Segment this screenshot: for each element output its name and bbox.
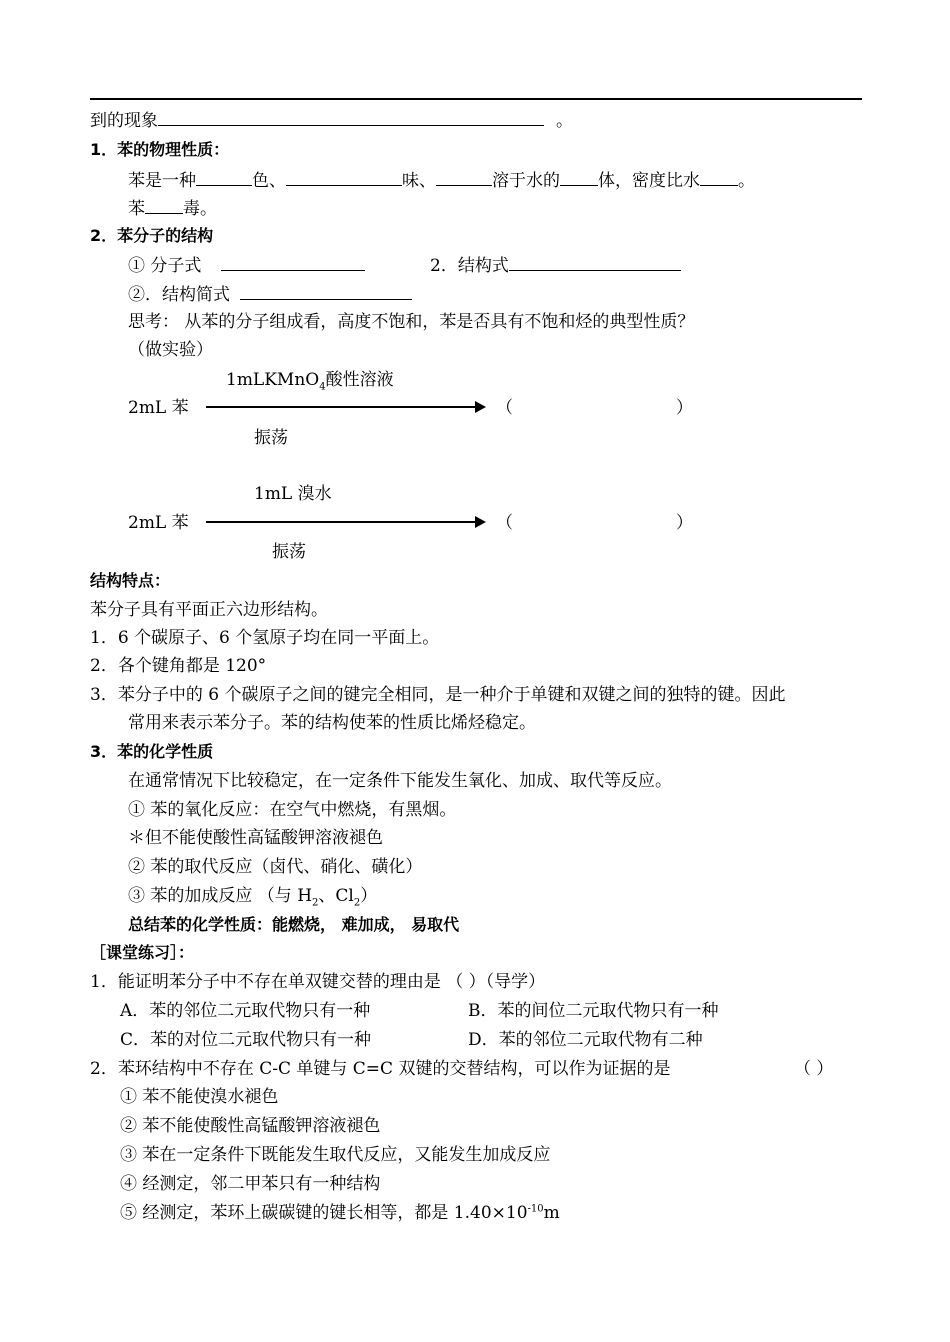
reaction-substitution: ② 苯的取代反应（卤代、硝化、磺化） [128,857,423,877]
q2-statement-4: ④ 经测定，邻二甲苯只有一种结构 [120,1174,381,1194]
feature-3b: 常用来表示苯分子。苯的结构使苯的性质比烯烃稳定。 [128,713,536,733]
feature-1: 1．6 个碳原子、6 个氢原子均在同一平面上。 [90,628,440,648]
structural-formula-line: 2．结构式 [430,255,681,276]
exp2-result-open: （ [496,513,513,533]
blank[interactable] [221,255,365,271]
chemical-summary: 总结苯的化学性质：能燃烧， 难加成， 易取代 [128,915,460,934]
question-2-answer: （ ） [794,1059,834,1079]
exp1-reagent: 1mLKMnO$_4$酸性溶液 [226,370,394,393]
blank[interactable] [700,170,738,186]
q2-statement-5: ⑤ 经测定，苯环上碳碳键的键长相等，都是 $1.40\times 10^{-10}m$ [120,1203,560,1223]
molecular-formula-line: ① 分子式 [128,255,365,276]
exp1-start: 2mL 苯 [128,398,189,418]
exp2-action: 振荡 [272,542,306,562]
physical-line-1: 苯是一种 色、 味、 溶于水的 体，密度比水 。 [128,171,755,191]
exp1-arrow [206,406,476,408]
practice-heading: ［课堂练习］： [90,943,195,962]
exp1-result-open: （ [496,398,513,418]
exp2-reagent: 1mL 溴水 [254,484,332,504]
q2-statement-2: ② 苯不能使酸性高锰酸钾溶液褪色 [120,1116,381,1136]
blank[interactable] [436,170,492,186]
physical-line-2: 苯 毒。 [128,199,217,219]
exp1-result-close: ） [676,398,693,418]
section-chemical-heading: 3．苯的化学性质 [90,742,214,761]
blank[interactable] [560,170,598,186]
q1-option-c: C．苯的对位二元取代物只有一种 [120,1030,372,1050]
simple-formula-line: ②．结构简式 [128,284,412,305]
features-intro: 苯分子具有平面正六边形结构。 [90,600,328,620]
q1-option-d: D．苯的邻位二元取代物有二种 [468,1030,703,1050]
chemical-intro: 在通常情况下比较稳定，在一定条件下能发生氧化、加成、取代等反应。 [128,771,672,791]
q2-statement-1: ① 苯不能使溴水褪色 [120,1087,279,1107]
question-2: 2．苯环结构中不存在 C-C 单键与 C=C 双键的交替结构，可以作为证据的是 [90,1059,671,1079]
q1-option-a: A．苯的邻位二元取代物只有一种 [120,1001,371,1021]
exp2-result-close: ） [676,513,693,533]
feature-3a: 3．苯分子中的 6 个碳原子之间的键完全相同，是一种介于单键和双键之间的独特的键。因此 [90,685,786,705]
blank[interactable] [509,255,681,271]
reaction-addition: ③ 苯的加成反应 （与 $H_2$、$Cl_2$） [128,886,378,909]
blank[interactable] [145,198,183,214]
reaction-oxidation-note: ＊但不能使酸性高锰酸钾溶液褪色 [128,828,383,848]
exp1-action: 振荡 [254,428,288,448]
reaction-oxidation: ① 苯的氧化反应：在空气中燃烧，有黑烟。 [128,800,457,820]
exp2-arrow [206,521,476,523]
blank[interactable] [158,110,544,126]
exp2-start: 2mL 苯 [128,513,189,533]
section-physical-heading: 1．苯的物理性质： [90,140,230,159]
blank[interactable] [196,170,252,186]
intro-line: 到的现象 。 [90,111,573,131]
think-line: 思考： 从苯的分子组成看，高度不饱和，苯是否具有不饱和烃的典型性质？ [128,312,695,332]
question-1: 1．能证明苯分子中不存在单双键交替的理由是 （ ）（导学） [90,972,546,992]
q1-option-b: B．苯的间位二元取代物只有一种 [468,1001,719,1021]
feature-2: 2．各个键角都是 120° [90,656,267,676]
blank[interactable] [240,284,412,300]
header-rule [90,98,862,100]
experiment-note: （做实验） [128,340,213,360]
q2-statement-3: ③ 苯在一定条件下既能发生取代反应，又能发生加成反应 [120,1145,551,1165]
section-structure-heading: 2．苯分子的结构 [90,226,214,245]
blank[interactable] [286,170,402,186]
features-heading: 结构特点： [90,571,171,590]
